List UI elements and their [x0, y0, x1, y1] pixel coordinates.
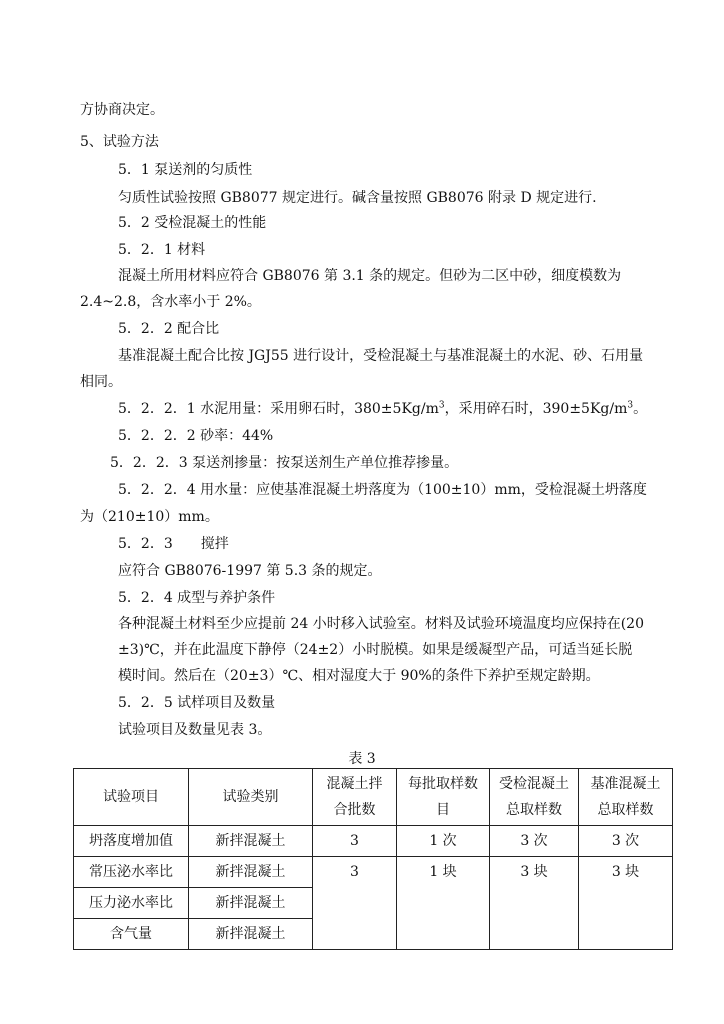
table-cell: 新拌混凝土: [189, 919, 313, 950]
table-cell: 3 次: [490, 826, 579, 857]
subheading-5-2: 5．2 受检混凝土的性能: [118, 215, 267, 231]
header-cell: 试验项目: [74, 769, 189, 826]
table-cell: 坍落度增加值: [74, 826, 189, 857]
test-items-table: [73, 768, 673, 950]
header-cell: 每批取样数 目: [397, 769, 490, 826]
paragraph-continuation: 方协商决定。: [80, 102, 164, 118]
header-cell: 试验类别: [189, 769, 313, 826]
header-cell: 混凝土拌 合批数: [313, 769, 397, 826]
table-cell: 3: [313, 826, 397, 857]
header-cell: 受检混凝土 总取样数: [490, 769, 579, 826]
table-cell: 1 块: [397, 857, 490, 950]
table-cell: 常压泌水率比: [74, 857, 189, 888]
table-caption: 表 3: [348, 751, 376, 767]
item-5-2-2-3: 5．2．2．3 泵送剂掺量：按泵送剂生产单位推荐掺量。: [110, 455, 459, 471]
paragraph-uniformity: 匀质性试验按照 GB8077 规定进行。碱含量按照 GB8076 附录 D 规定进行.: [118, 190, 597, 206]
table-cell: 新拌混凝土: [189, 826, 313, 857]
paragraph-materials-line2: 2.4~2.8，含水率小于 2%。: [80, 294, 261, 310]
table-row: [74, 857, 673, 888]
subheading-5-1: 5．1 泵送剂的匀质性: [118, 162, 253, 178]
cement-text-a: 5．2．2．1 水泥用量：采用卵石时，380±5Kg/m: [118, 401, 439, 417]
paragraph-mix-line2: 相同。: [80, 374, 122, 390]
superscript-3: 3: [627, 400, 634, 411]
table-row: [74, 826, 673, 857]
table-cell: 3 次: [579, 826, 673, 857]
table-cell: 新拌混凝土: [189, 857, 313, 888]
table-cell: 压力泌水率比: [74, 888, 189, 919]
table-cell: 含气量: [74, 919, 189, 950]
table-cell: 3 块: [490, 857, 579, 950]
item-5-2-2-4-line2: 为（210±10）mm。: [80, 509, 219, 525]
subheading-5-2-5: 5．2．5 试样项目及数量: [118, 695, 276, 711]
paragraph-mix-line1: 基准混凝土配合比按 JGJ55 进行设计，受检混凝土与基准混凝土的水泥、砂、石用量: [118, 348, 644, 364]
subheading-5-2-1: 5．2．1 材料: [118, 242, 206, 258]
header-cell: 基准混凝土 总取样数: [579, 769, 673, 826]
cement-text-c: 。: [633, 401, 648, 417]
item-5-2-2-2: 5．2．2．2 砂率：44%: [118, 428, 274, 444]
paragraph-materials-line1: 混凝土所用材料应符合 GB8076 第 3.1 条的规定。但砂为二区中砂，细度模数为: [118, 268, 622, 284]
table-cell: 3 块: [579, 857, 673, 950]
cement-text-b: ，采用碎石时，390±5Kg/m: [444, 401, 628, 417]
item-5-2-2-4-line1: 5．2．2．4 用水量：应使基准混凝土坍落度为（100±10）mm，受检混凝土坍落度: [118, 482, 647, 498]
superscript-3: 3: [438, 400, 445, 411]
paragraph-curing-line1: 各种混凝土材料至少应提前 24 小时移入试验室。材料及试验环境温度均应保持在(20: [118, 616, 644, 632]
table-cell: 3: [313, 857, 397, 950]
subheading-5-2-2: 5．2．2 配合比: [118, 321, 220, 337]
table-cell: 1 次: [397, 826, 490, 857]
paragraph-curing-line3: 模时间。然后在（20±3）℃、相对湿度大于 90%的条件下养护至规定龄期。: [118, 668, 600, 684]
table-header-row: [74, 769, 673, 826]
paragraph-table-ref: 试验项目及数量见表 3。: [118, 722, 272, 738]
subheading-5-2-3: 5．2．3 搅拌: [118, 536, 229, 552]
section-heading-5: 5、试验方法: [80, 134, 159, 150]
table-cell: 新拌混凝土: [189, 888, 313, 919]
subheading-5-2-4: 5．2．4 成型与养护条件: [118, 590, 276, 606]
paragraph-curing-line2: ±3)℃，并在此温度下静停（24±2）小时脱模。如果是缓凝型产品，可适当延长脱: [118, 642, 633, 658]
paragraph-mixing: 应符合 GB8076-1997 第 5.3 条的规定。: [118, 563, 382, 579]
item-5-2-2-1: [118, 399, 647, 419]
